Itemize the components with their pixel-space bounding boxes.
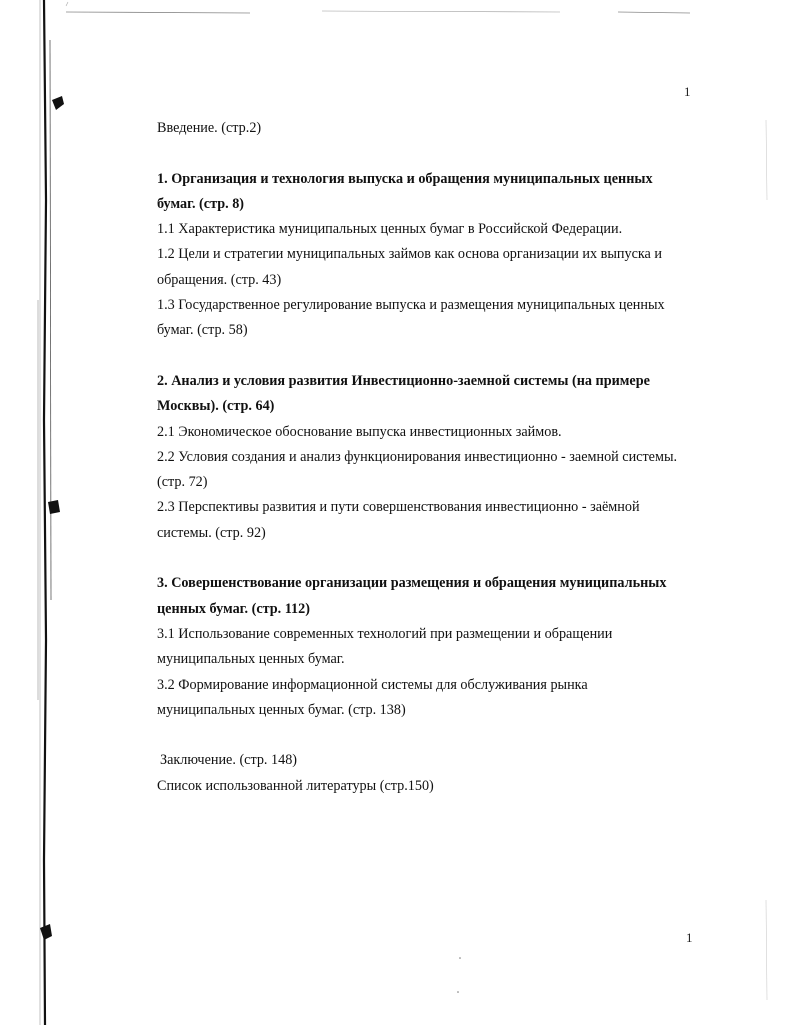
table-of-contents (157, 116, 702, 799)
section-1-title-line1: 1. Организация и технология выпуска и обращения муниципальных ценных (157, 170, 653, 187)
section-3-title-line1: 3. Совершенствование организации размещения и обращения муниципальных (157, 575, 667, 592)
section-1-item-2-line1: 1.2 Цели и стратегии муниципальных займов как основа организации их выпуска и (157, 246, 662, 263)
section-3-item-2-line1: 3.2 Формирование информационной системы для обслуживания рынка (157, 676, 588, 693)
section-2-item-2-line2: (стр. 72) (157, 474, 208, 491)
section-1-title-line2: бумаг. (стр. 8) (157, 195, 245, 212)
section-1-item-2-line2: обращения. (стр. 43) (157, 271, 282, 288)
section-2-item-3-line1: 2.3 Перспективы развития и пути совершенствования инвестиционно - заёмной (157, 499, 640, 516)
page-number-top: 1 (684, 84, 691, 99)
section-3-item-1-line1: 3.1 Использование современных технологий при размещении и обращении (157, 625, 613, 642)
toc-conclusion: Заключение. (стр. 148) (160, 752, 298, 769)
section-1-item-3-line1: 1.3 Государственное регулирование выпуска и размещения муниципальных ценных (157, 297, 665, 314)
section-3-item-2-line2: муниципальных ценных бумаг. (стр. 138) (157, 701, 406, 718)
section-3-item-1-line2: муниципальных ценных бумаг. (157, 651, 345, 668)
section-2-title-line1: 2. Анализ и условия развития Инвестиционно-заемной системы (на примере (157, 372, 650, 389)
section-1-item-3-line2: бумаг. (стр. 58) (157, 322, 248, 339)
toc-intro: Введение. (стр.2) (157, 120, 262, 136)
section-1-item-1: 1.1 Характеристика муниципальных ценных бумаг в Российской Федерации. (157, 221, 623, 238)
section-2-title-line2: Москвы). (стр. 64) (157, 398, 275, 415)
section-2-item-2-line1: 2.2 Условия создания и анализ функционирования инвестиционно - заемной системы. (157, 448, 678, 465)
section-2-item-1: 2.1 Экономическое обоснование выпуска инвестиционных займов. (157, 423, 562, 440)
toc-references: Список использованной литературы (стр.150) (157, 777, 434, 794)
page-number-bottom: 1 (686, 930, 693, 945)
section-2-item-3-line2: системы. (стр. 92) (157, 524, 266, 541)
section-3-title-line2: ценных бумаг. (стр. 112) (157, 600, 310, 617)
